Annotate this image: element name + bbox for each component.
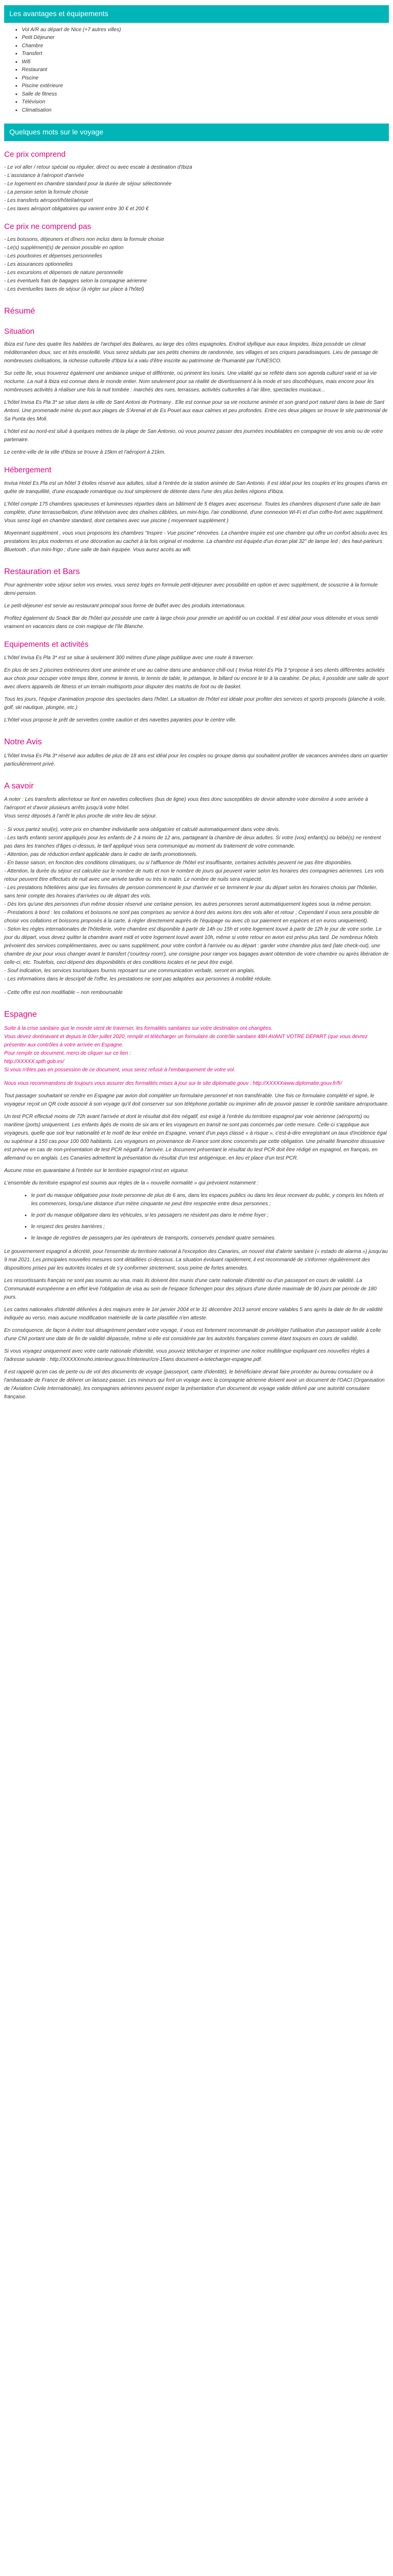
- prix-ne-comprend-pas-title: Ce prix ne comprend pas: [4, 222, 91, 231]
- a-savoir-item: - Selon les règles internationales de l'hôtellerie, votre chambre est disponible à partir de 14h ou 15h et votre logement touvé à partir de 12h le jour de votre sortie. Le jour du départ, vous devez quitter la chambre avant midi et votre logement touvé avant 10h, même si votre retour en avion est prévu plus tard. De nombreux hôtels prévoient des services complémentaires, avec ou sans supplément, pour votre confort à l'arrivée ou au départ : garder votre chambre plus tard (late check-out), une chambre de jour pour vous changer avant le transfert ('courtesy room'), une consigne pour ranger vos bagages avant obtention de votre chambre ou après libération de celle-ci, etc. Toutefois, ceci dépend des disponibilités et des conditions locales et ne peut être exigé.: [4, 926, 389, 966]
- equipement-item: • Piscine extérieure: [22, 82, 389, 90]
- a-savoir-item: - Les tarifs enfants seront appliqués pour les enfants de 2 à moins de 12 ans, partageant la chambre de deux adultes. Si votre (vos) enfant(s) ou bébé(s) ne rentrent pas dans les tranches d'âges ci-dessus, le tarif appliqué vous sera communiqué au moment du traitement de votre commande.: [4, 835, 381, 850]
- notre-avis-title: Notre Avis: [4, 737, 42, 746]
- equipement-item: • Climatisation: [22, 106, 389, 115]
- a-savoir-intro: [4, 796, 389, 821]
- prix-ne-comprend-item: - Les éventuelles taxes de séjour (à régler sur place à l'hôtel): [4, 287, 144, 293]
- prix-ne-comprend-item: - Les éventuels frais de bagages selon la compagnie aérienne: [4, 278, 147, 284]
- espagne-paragraph: Aucune mise en quarantaine à l'entrée sur le territoire espagnol n'est en vigueur.: [4, 1168, 189, 1174]
- espagne-text-2: [4, 1248, 389, 1401]
- espagne-paragraph: Si vous voyagez uniquement avec votre carte nationale d'identité, vous pouvez télécharger et imprimer une notice multilingue expliquant ces nouvelles règles à l'adresse suivante : http://XXXXXmoho.interieur.gouv.fr/interieur/cni-15ans document-a-telecharger-espagne.pdf.: [4, 1348, 370, 1363]
- espagne-alert-line: Pour remplir ce document, merci de cliquer sur ce lien :: [4, 1051, 131, 1057]
- espagne-list-item: • le lavage de registres de passagers par les opérateurs de transports, conservés pendant quatre semaines.: [31, 1234, 389, 1243]
- espagne-paragraph: Les ressortissants français ne sont pas soumis au visa, mais ils doivent être munis d'une carte nationale d'identité ou d'un passeport en cours de validité. La Communauté européenne a en effet levé l'obligation de visa au sein de l'espace Schengen pour des séjours d'une durée maximale de 90 jours par période de 180 jours.: [4, 1278, 377, 1301]
- situation-paragraph: L'hôtel Invisa Es Pla 3* se situe dans la ville de Sant Antoni de Portmany . Elle est connue pour sa vie nocturne animée et son grand port naturel dans la baie de Sant Antoni. Une promenade mène du port aux plages de S'Arenal et de Es Pouet aux eaux calmes et peu profondes. Entre ces deux plages se trouve le site patrimonial de Sa Punta des Moli.: [4, 400, 388, 422]
- espagne-list-item: • le respect des gestes barrières ;: [31, 1223, 389, 1231]
- espagne-list: [4, 1192, 389, 1243]
- situation-paragraph: Le centre-ville de la ville d'Ibiza se trouve à 15km et l'aéroport à 21km.: [4, 449, 166, 456]
- prix-comprend-item: - Les transferts aéroport/hôtel/aéroport: [4, 198, 93, 204]
- a-savoir-title: A savoir: [4, 781, 34, 790]
- prix-ne-comprend-item: - Les assurances optionnelles: [4, 262, 73, 268]
- prix-comprend-item: - L'assistance à l'aéroport d'arrivée: [4, 173, 85, 179]
- a-savoir-item: - Les prestations hôtelières ainsi que les formules de pension commencent le jour d'arrivée et se terminent le jour du départ selon les horaires choisis par l'hôtelier, sans tenir compte des horaires d'arrivées ou de départ des vols.: [4, 885, 377, 899]
- a-savoir-item: - Les informations dans le descriptif de l'offre, les prestations ne sont pas adaptées aux personnes à mobilité réduite.: [4, 976, 272, 983]
- prix-comprend-item: - La pension selon la formule choisie: [4, 189, 89, 196]
- equipement-item: • Vol A/R au départ de Nice (+7 autres villes): [22, 26, 389, 34]
- equipements-activites-paragraph: En plus de ses 2 piscines extérieures dont une animée et une au calme dans une ambiance chill-out ( Invisa Hotel Es Pla 3 *propose à ses clients différentes activités aux choix pour occuper votre temps libre, comme le tennis, le tennis de table, le pétanque, le billard ou encore le tir à la carabine. De plus, il possède une salle de sport avec divers appareils de fitness et un terrain multisports pour disputer des matchs de foot ou de basket.: [4, 667, 388, 690]
- a-savoir-item: - Dès lors qu'une des personnes d'un même dossier réservé une certaine pension, les autres personnes seront automatiquement logées sous la même pension.: [4, 902, 372, 908]
- espagne-paragraph: Un test PCR effectué moins de 72h avant l'arrivée et dont le résultat doit être négatif, est exigé à l'entrée du territoire espagnol par voie aérienne (aéroports) ou maritime (ports) uniquement. Les enfants âgés de moins de six ans et les voyageurs en transit ne sont pas concernés par cette mesure. Celle-ci s'applique aux voyageurs, quelle que soit leur nationalité et le motif de leur entrée en Espagne, venant d'un pays classé « à risque », c'est-à-dire enregistrant un taux d'incidence égal ou supérieur à 150 cas pour 100 000 habitants. Les voyageurs en provenance de France sont donc concernés par cette obligation. Une pénalité financière dissuasive est prévue en cas de non-présentation de test PCR négatif à l'arrivée. Le document présentant le résultat du test PCR doit être rédigé en espagnol, en français, en allemand ou en anglais. Les Canaries admettent la présentation du résultat d'un test antigénique, en lieu et place d'un test PCR.: [4, 1114, 387, 1162]
- voyage-banner: Quelques mots sur le voyage: [4, 124, 389, 141]
- equipements-activites-paragraph: L'hôtel Invisa Es Pla 3* est se situe à seulement 300 mètres d'une plage publique avec une route à traverser.: [4, 655, 255, 661]
- restauration-text: [4, 581, 389, 631]
- a-savoir-item: - Attention, la durée du séjour est calculée sur le nombre de nuits et non le nombre de jours qui peuvent varier selon les horaires des compagnies aériennes. Les vols retour peuvent être effectués de nuit avec une arrivée tardive ou très le matin. Le nombre de nuits sera respecté.: [4, 868, 384, 883]
- equipements-activites-text: [4, 654, 389, 725]
- espagne-paragraph: L'ensemble du territoire espagnol est soumis aux règles de la « nouvelle normalité » qui prévoient notamment :: [4, 1180, 259, 1187]
- prix-comprend-item: - Le vol aller / retour spécial ou régulier, direct ou avec escale à destination d'Ibiza: [4, 165, 192, 171]
- espagne-alert-line: http://XXXXX.spth.gob.es/: [4, 1059, 64, 1065]
- equipement-item: • Wifi: [22, 58, 389, 66]
- equipement-item: • Salle de fitness: [22, 90, 389, 99]
- espagne-text: [4, 1092, 389, 1188]
- prix-ne-comprend-item: - Les pourboires et dépenses personnelles: [4, 253, 103, 260]
- espagne-list-item: • le port du masque obligatoire dans les véhicules, si les passagers ne résident pas dans le même foyer ;: [31, 1211, 389, 1220]
- hebergement-paragraph: Moyennant supplément , vous vous proposons les chambres "Inspire - Vue piscine" rénovées. La chambre inspire est une chambre qui offre un confort absolu avec les prestations les plus modernes et une décoration au cachet à la fois original et moderne. La chambre est équipée d'un écran plat 32" de lampe led ; des haut-parleurs Bluetooth ; d'un mini-frigo ; d'une salle de bain équipée. Vous aurez accès au wifi.: [4, 530, 387, 553]
- equipement-item: • Petit Déjeuner: [22, 34, 389, 42]
- espagne-paragraph: Il est rappelé qu'en cas de perte ou de vol des documents de voyage (passeport, carte d'identité), le bénéficiaire devrait faire procéder au bureau consulaire ou à l'ambassade de France de délivrer un laissez-passer. Les mineurs qui font un voyage avec la compagnie aérienne doivent avoir un document de l'OACI (Organisation de l'Aviation Civile Internationale), les compagnies aériennes peuvent exiger la présentation d'un document de voyage valide délivré par une autorité consulaire française.: [4, 1369, 385, 1400]
- a-savoir-item: - Attention, pas de réduction enfant applicable dans le cadre de tarifs promotionnels.: [4, 852, 198, 858]
- a-savoir-paragraph: Vous serez déposés à l'arrêt le plus proche de votre lieu de séjour.: [4, 813, 157, 820]
- prix-comprend-list: [4, 163, 389, 213]
- a-savoir-item: - En basse saison, en fonction des conditions climatiques, ou si l'affluence de l'hôtel est insuffisante, certaines activités peuvent ne pas être disponibles.: [4, 860, 353, 866]
- equipement-item: • Chambre: [22, 42, 389, 50]
- hebergement-paragraph: L'hôtel compte 175 chambres spacieuses et lumineuses réparties dans un bâtiment de 5 étages avec ascenseur. Toutes les chambres disposent d'une salle de bain complète, d'une terrasse/balcon, d'une télévision avec des chaînes câblées, un mini-frigo, l'air conditionné, d'une connexion Wi-Fi et d'un coffre-fort avec supplément. Vous serez logé en chambre standard, dont certaines avec vue piscine ( moyennant supplément ): [4, 501, 384, 524]
- situation-paragraph: L'hôtel est au nord-est situé à quelques mètres de la plage de San Antonio, où vous pourrez passer des journées inoubliables en compagnie de vos amis ou de votre partenaire.: [4, 429, 383, 443]
- a-savoir-paragraph: A noter : Les transferts aller/retour se font en navettes collectives (bus de ligne) vous êtes donc susceptibles de devoir attendre votre dernière à votre arrivée à l'aéroport et d'avoir plusieurs arrêts jusqu'à votre hôtel.: [4, 797, 368, 811]
- hebergement-title: Hébergement: [4, 466, 51, 475]
- situation-title: Situation: [4, 327, 35, 336]
- a-savoir-item: - Cette offre est non modifiable – non remboursable: [4, 990, 123, 996]
- prix-ne-comprend-item: - Les boissons, déjeuners et dîners non inclus dans la formule choisie: [4, 237, 164, 243]
- a-savoir-details: [4, 826, 389, 997]
- resume-title: Résumé: [4, 307, 35, 316]
- a-savoir-item: - Si vous partez seul(e), votre prix en chambre individuelle sera obligatoire et calculé automatiquement dans votre devis.: [4, 827, 280, 833]
- prix-comprend-item: - Les taxes aéroport obligatoires qui varient entre 30 € et 200 €: [4, 206, 149, 212]
- restauration-paragraph: Profitez également du Snack Bar de l'hôtel qui possède une carte à large choix pour prendre un apéritif ou un cocktail. Il est idéal pour vous détendre et vous sentir vraiment en vacances dans ce coin magique de l'île Blanche.: [4, 616, 378, 630]
- restauration-paragraph: Pour agrémenter votre séjour selon vos envies, vous serez logés en formule petit-déjeuner avec possibilité en option et avec supplément, de souscrire à la formule demi-pension.: [4, 582, 378, 597]
- situation-paragraph: Sur cette île, vous trouverez également une ambiance unique et différente, où priment les loisirs. Une vitalité qui se reflète dans son agenda culturel varié et sa vie nocturne. La nuit à Ibiza est connue dans le monde entier. Nom seulement pour sa réalité de divertissement à la mode et ses discothèques, mais encore pour les nombreuses activités à réaliser une fois la nuit tombée : marchés des rues, terrasses, activités culturelles à l'air libre, spectacles musicaux...: [4, 371, 377, 393]
- equipement-item: • Restaurant: [22, 66, 389, 74]
- equipements-banner: Les avantages et équipements: [4, 5, 389, 23]
- equipements-activites-title: Equipements et activités: [4, 640, 89, 649]
- espagne-paragraph: En conséquence, de façon à éviter tout désagrément pendant votre voyage, il vous est fortement recommandé de privilégier l'utilisation d'un passeport valide à celle d'une CNI portant une date de fin de validité dépassée, même si elle est considérée par les autorités françaises comme étant toujours en cours de validité.: [4, 1328, 381, 1342]
- espagne-alert-line: Suite à la crise sanitaire que le monde vient de traverser, les formalités sanitaires sur votre destination ont changées.: [4, 1026, 273, 1032]
- notre-avis-text: L'hôtel Invisa Es Pla 3* réservé aux adultes de plus de 18 ans est idéal pour les couples ou groupe damis qui souhaitent profiter de vacances animées dans un quartier particulièrement privé.: [4, 753, 388, 767]
- prix-ne-comprend-item: - Les excursions et dépenses de nature personnelle: [4, 270, 123, 276]
- hebergement-paragraph: Invisa Hotel Es Pla est un hôtel 3 étoiles réservé aux adultes, situé à l'entrée de la station animée de San Antonio. Il est idéal pour les couples et les groupes d'amis en quête de tranquillité, d'une escapade romantique ou tout simplement de détente dans l'une des plus belles régions d'Ibiza.: [4, 480, 387, 495]
- a-savoir-item: - Souf indication, les services touristiques fournis reposant sur une communication verbale, seront en anglais.: [4, 968, 256, 974]
- espagne-alert-line: Vous devez dorénavant et depuis le 03er juillet 2020, remplir et télécharger un formulaire de contrôle sanitaire 48H AVANT VOTRE DÉPART (que vous devrez présenter aux contrôles à votre arrivée en Espagne.: [4, 1034, 368, 1048]
- espagne-title: Espagne: [4, 1010, 37, 1019]
- prix-comprend-item: - Le logement en chambre standard pour la durée de séjour sélectionnée: [4, 181, 172, 187]
- espagne-paragraph: Le gouvernement espagnol a décrété, pour l'ensemble du territoire national à l'exception des Canaries, un nouvel état d'alerte sanitaire (« estado de alarma ») jusqu'au 9 mai 2021. Les principales nouvelles mesures sont détaillées ci-dessous. La situation évoluant rapidement, il est recommandé de s'informer régulièrement des dispositions prises par les autorités locales et de s'y conformer strictement, sous peine de fortes amendes.: [4, 1249, 388, 1272]
- espagne-recommandation: Nous vous recommandons de toujours vous assurer des formalités mises à jour sur le site diplomatie.gouv : http://XXXXXwww.diplomatie.gouv.fr/fr/: [4, 1081, 342, 1087]
- situation-paragraph: Ibiza est l'une des quatre îles habitées de l'archipel des Baléares, au large des côtes espagnoles. Endroit idyllique aux eaux limpides, Ibiza possède un climat méditerranéen doux, sec et très ensoleillé. Vous serez séduits par ses petits chemins de randonnée, ses villages et ses criques paradisiaques. Lieu de passage de nombreuses civilisations, la richesse culturelle d'Ibiza lui a valu d'être inscrite au patrimoine de l'humanité par l'UNESCO.: [4, 342, 378, 364]
- espagne-list-item: • le port du masque obligatoire pour toute personne de plus de 6 ans, dans les espaces publics ou dans les lieux recevant du public, y compris les hôtels et les commerces, lorsqu'une distance d'un mètre cinquante ne peut être respectée entre deux personnes ;: [31, 1192, 389, 1208]
- espagne-alert: [4, 1025, 389, 1074]
- equipement-item: • Télévision: [22, 98, 389, 106]
- hebergement-text: [4, 480, 389, 554]
- situation-text: [4, 340, 389, 457]
- espagne-alert-line: Si vous n'êtes pas en possession de ce document, vous serez refusé à l'embarquement de votre vol.: [4, 1067, 235, 1073]
- restauration-paragraph: Le petit-déjeuner est servie au restaurant principal sous forme de buffet avec des produits internationaux.: [4, 603, 246, 609]
- equipement-item: • Transfert: [22, 50, 389, 58]
- prix-ne-comprend-item: - Le(s) supplément(s) de pension possible en option: [4, 245, 124, 251]
- restauration-title: Restauration et Bars: [4, 567, 80, 576]
- equipements-activites-paragraph: Tous les jours, l'équipe d'animation propose des spectacles dans l'hôtel. La situation de l'hôtel est idéale pour profiter des services et sports proposés (planche à voile, golf, ski nautique, plongée, etc.): [4, 696, 386, 711]
- prix-ne-comprend-pas-list: [4, 236, 389, 294]
- a-savoir-item: - Prestations à bord : les collations et boissons ne sont pas comprises au service à bord des avions lors des vols aller et retour ; Cependant il vous sera possible de choisir vos collations et boissons proposés à la carte, à régler directement auprès de l'équipage ou avec cb sur paiement en espèces et en euros uniquement).: [4, 910, 380, 924]
- prix-comprend-title: Ce prix comprend: [4, 149, 66, 159]
- equipements-list: [4, 26, 389, 115]
- espagne-paragraph: Les cartes nationales d'identité délivrées à des majeurs entre le 1er janvier 2004 et le 31 décembre 2013 seront encore valables 5 ans après la date de fin de validité indiquée au verso, mais aucune modification matérielle de la carte plastifiée n'en atteste.: [4, 1307, 383, 1321]
- equipement-item: • Piscine: [22, 74, 389, 83]
- espagne-paragraph: Tout passager souhaitant se rendre en Espagne par avion doit compléter un formulaire personnel et non transférable. Une fois ce formulaire complété et signé, le voyageur reçoit un QR code associé à son voyage qu'il doit conserver sur son téléphone portable ou imprimer afin de pouvoir passer le contrôle sanitaire aéroportuaire.: [4, 1093, 389, 1108]
- equipements-activites-paragraph: L'hôtel vous propose le prêt de serviettes contre caution et des navettes payantes pour le centre ville.: [4, 717, 237, 723]
